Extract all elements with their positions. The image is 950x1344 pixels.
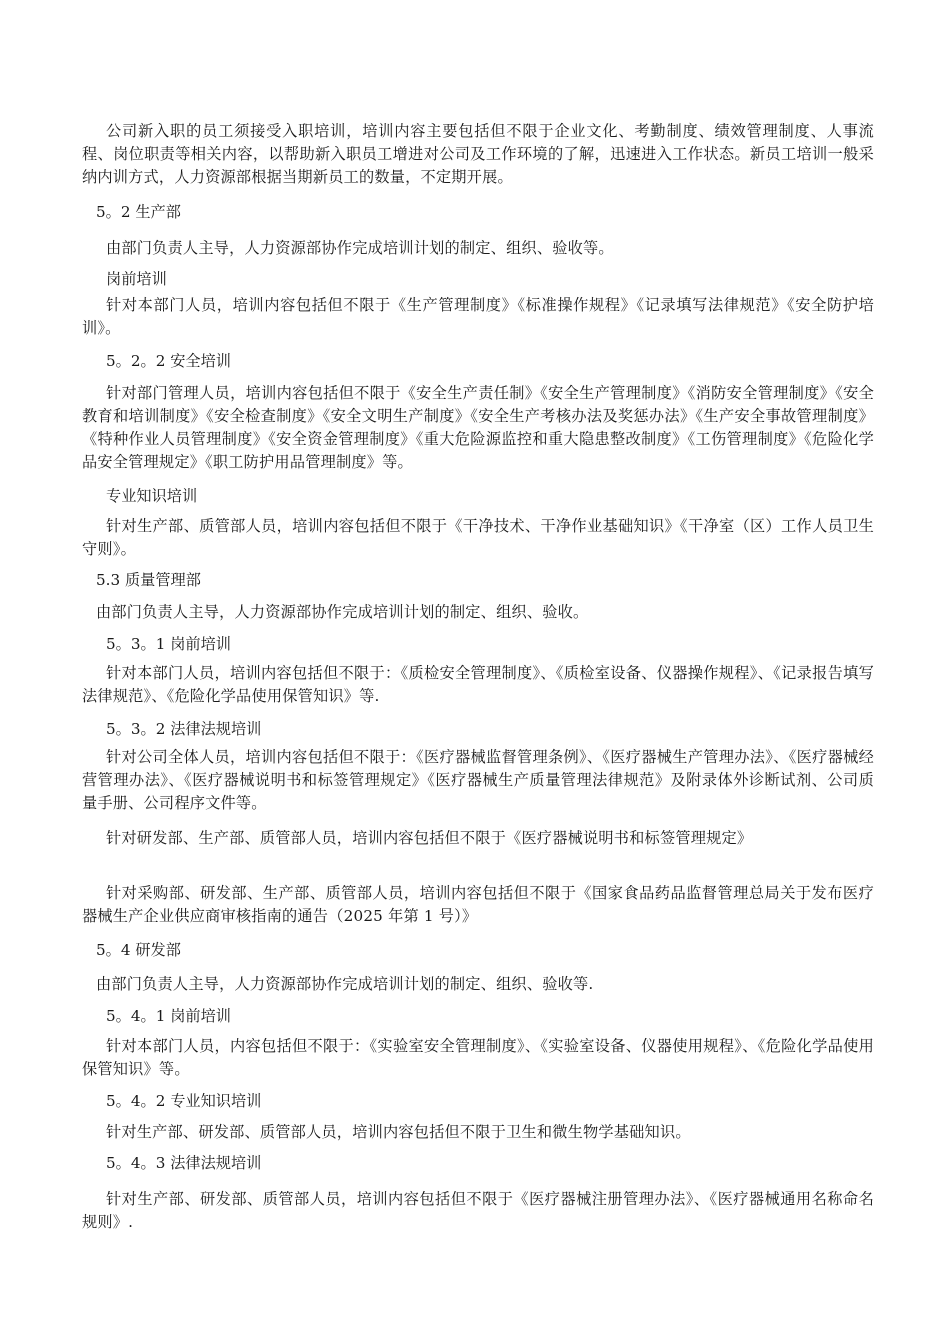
heading-5-2-2-safety: 5。2。2 安全培训 (106, 352, 231, 370)
heading-5-4-rnd: 5。4 研发部 (96, 941, 181, 959)
paragraph-5-4-2: 针对生产部、研发部、质管部人员，培训内容包括但不限于卫生和微生物学基础知识。 (106, 1123, 691, 1141)
paragraph-5-4: 由部门负责人主导，人力资源部协作完成培训计划的制定、组织、验收等. (96, 975, 594, 993)
paragraph-5-3-2a: 针对公司全体人员，培训内容包括但不限于：《医疗器械监督管理条例》、《医疗器械生产管理办法》、《医疗器械经营管理办法》、《医疗器械说明书和标签管理规定》《医疗器械生产质量管理法律规范》及附录体外诊断试剂、公司质量手册、公司程序文件等。 (82, 748, 874, 812)
heading-5-2-3-professional: 专业知识培训 (106, 487, 198, 505)
paragraph-5-3-2b: 针对研发部、生产部、质管部人员，培训内容包括但不限于《医疗器械说明书和标签管理规定》 (106, 829, 753, 847)
paragraph-5-2: 由部门负责人主导，人力资源部协作完成培训计划的制定、组织、验收等。 (106, 239, 614, 257)
heading-5-3-1-pre-job: 5。3。1 岗前培训 (106, 635, 231, 653)
heading-5-2-1-pre-job: 岗前培训 (106, 270, 167, 288)
heading-5-3-2-regulations: 5。3。2 法律法规培训 (106, 720, 262, 738)
heading-5-2-production: 5。2 生产部 (96, 203, 181, 221)
heading-5-4-1-pre-job: 5。4。1 岗前培训 (106, 1007, 231, 1025)
paragraph-5-3-2c: 针对采购部、研发部、生产部、质管部人员，培训内容包括但不限于《国家食品药品监督管理总局关于发布医疗器械生产企业供应商审核指南的通告（2025 年第 1 号）》 (82, 884, 874, 925)
paragraph-5-2-1: 针对本部门人员，培训内容包括但不限于《生产管理制度》《标准操作规程》《记录填写法律规范》《安全防护培训》。 (82, 296, 874, 337)
paragraph-5-2-3: 针对生产部、质管部人员，培训内容包括但不限于《干净技术、干净作业基础知识》《干净室（区）工作人员卫生守则》。 (82, 517, 874, 558)
paragraph-5-3-1: 针对本部门人员，培训内容包括但不限于：《质检安全管理制度》、《质检室设备、仪器操作规程》、《记录报告填写法律规范》、《危险化学品使用保管知识》等. (82, 664, 874, 705)
paragraph-new-employee-training: 公司新入职的员工须接受入职培训，培训内容主要包括但不限于企业文化、考勤制度、绩效管理制度、人事流程、岗位职责等相关内容，以帮助新入职员工增进对公司及工作环境的了解，迅速进入工作状态。新员工培训一般采纳内训方式，人力资源部根据当期新员工的数量，不定期开展。 (82, 122, 874, 186)
paragraph-5-3: 由部门负责人主导，人力资源部协作完成培训计划的制定、组织、验收。 (96, 603, 589, 621)
heading-5-3-quality: 5.3 质量管理部 (96, 571, 201, 589)
paragraph-5-4-3: 针对生产部、研发部、质管部人员，培训内容包括但不限于《医疗器械注册管理办法》、《医疗器械通用名称命名规则》. (82, 1190, 874, 1231)
paragraph-5-2-2: 针对部门管理人员，培训内容包括但不限于《安全生产责任制》《安全生产管理制度》《消防安全管理制度》《安全教育和培训制度》《安全检查制度》《安全文明生产制度》《安全生产考核办法及奖惩办法》《生产安全事故管理制度》《特种作业人员管理制度》《安全资金管理制度》《重大危险源监控和重大隐患整改制度》《工伤管理制度》《危险化学品安全管理规定》《职工防护用品管理制度》等。 (82, 384, 874, 471)
heading-5-4-2-professional: 5。4。2 专业知识培训 (106, 1092, 262, 1110)
paragraph-5-4-1: 针对本部门人员，内容包括但不限于：《实验室安全管理制度》、《实验室设备、仪器使用规程》、《危险化学品使用保管知识》等。 (82, 1037, 874, 1078)
heading-5-4-3-regulations: 5。4。3 法律法规培训 (106, 1154, 262, 1172)
